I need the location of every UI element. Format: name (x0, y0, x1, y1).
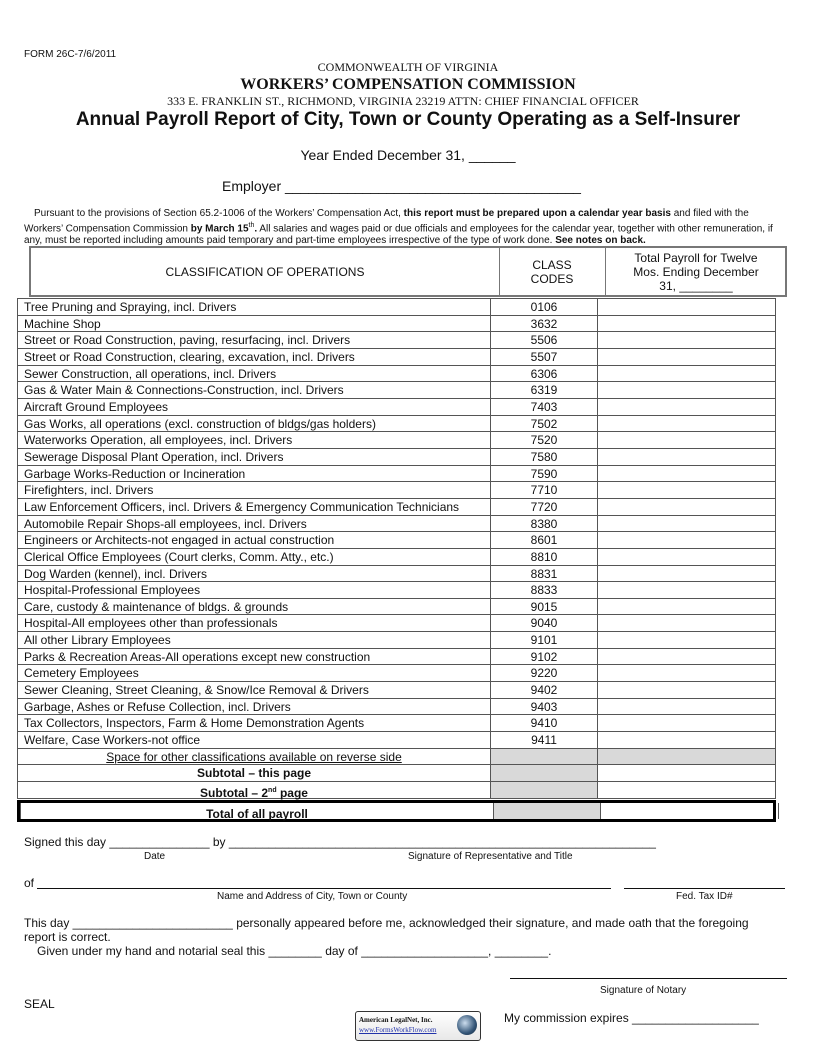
payroll-input-cell[interactable] (597, 449, 776, 465)
table-row (17, 366, 776, 383)
class-code-cell: 7710 (490, 482, 597, 498)
class-code-cell: 7403 (490, 399, 597, 415)
payroll-input-cell[interactable] (597, 732, 776, 748)
table-row (17, 332, 776, 349)
subtotal-this-page-row-label: Subtotal – this page (17, 765, 490, 781)
table-row (17, 466, 776, 483)
classification-cell: Cemetery Employees (17, 665, 490, 681)
subtotal-2nd-page-row-label (17, 782, 490, 801)
payroll-input-cell[interactable] (597, 432, 776, 448)
classification-cell: Sewer Cleaning, Street Cleaning, & Snow/Ice Removal & Drivers (17, 682, 490, 698)
classification-table (17, 298, 776, 822)
classification-cell: Dog Warden (kennel), incl. Drivers (17, 566, 490, 582)
table-row (17, 682, 776, 699)
classification-cell: Gas & Water Main & Connections-Construction, incl. Drivers (17, 382, 490, 398)
instructions (24, 208, 784, 247)
text: Pursuant to the provisions of Section 65.2-1006 of the Workers’ Compensation Act, (34, 208, 404, 219)
classification-cell: Garbage, Ashes or Refuse Collection, incl. Drivers (17, 699, 490, 715)
classification-cell: Law Enforcement Officers, incl. Drivers & Emergency Communication Technicians (17, 499, 490, 515)
table-row (17, 632, 776, 649)
class-code-cell: 9411 (490, 732, 597, 748)
class-code-cell: 9220 (490, 665, 597, 681)
class-code-cell: 9403 (490, 699, 597, 715)
table-header (29, 246, 787, 297)
table-row (17, 699, 776, 716)
table-row (17, 399, 776, 416)
table-row (17, 482, 776, 499)
commission-expires-line[interactable]: My commission expires ___________________ (504, 1011, 759, 1025)
payroll-input-cell[interactable] (597, 615, 776, 631)
class-code-cell (493, 803, 600, 819)
table-row (17, 382, 776, 399)
class-code-cell (490, 782, 597, 798)
notary-label: Signature of Notary (600, 985, 687, 996)
payroll-input-cell[interactable] (597, 516, 776, 532)
class-code-cell: 5507 (490, 349, 597, 365)
year-ended-field[interactable]: Year Ended December 31, ______ (300, 147, 516, 163)
report-correct: report is correct. (24, 930, 111, 944)
classification-cell: Street or Road Construction, paving, resurfacing, incl. Drivers (17, 332, 490, 348)
page-title: Annual Payroll Report of City, Town or County Operating as a Self-Insurer (75, 109, 741, 130)
payroll-input-cell[interactable] (597, 316, 776, 332)
classification-cell: Aircraft Ground Employees (17, 399, 490, 415)
table-row (17, 715, 776, 732)
classification-cell: Machine Shop (17, 316, 490, 332)
total-payroll-row-label: Total of all payroll (20, 803, 493, 819)
classification-cell: Hospital-Professional Employees (17, 582, 490, 598)
text: and filed with the Workers’ Compensation Commission (24, 208, 749, 235)
total-payroll-row (17, 800, 776, 822)
table-row (17, 516, 776, 533)
classification-cell: Gas Works, all operations (excl. construction of bldgs/gas holders) (17, 416, 490, 432)
class-code-cell: 8601 (490, 532, 597, 548)
classification-cell: Sewerage Disposal Plant Operation, incl. Drivers (17, 449, 490, 465)
text: page (276, 786, 308, 801)
tax-id-line[interactable] (624, 888, 785, 889)
payroll-input-cell[interactable] (597, 482, 776, 498)
class-code-cell: 8380 (490, 516, 597, 532)
classification-cell: Tree Pruning and Spraying, incl. Drivers (17, 299, 490, 315)
payroll-input-cell[interactable] (597, 416, 776, 432)
payroll-input-cell[interactable] (597, 382, 776, 398)
globe-icon (457, 1015, 477, 1035)
date-label: Date (144, 851, 166, 862)
class-code-cell: 8810 (490, 549, 597, 565)
logo-url[interactable]: www.FormsWorkFlow.com (359, 1026, 437, 1034)
rep-label: Signature of Representative and Title (408, 851, 573, 862)
classification-cell: Street or Road Construction, clearing, excavation, incl. Drivers (17, 349, 490, 365)
payroll-input-cell[interactable] (597, 549, 776, 565)
text: th (248, 222, 255, 229)
table-row (17, 582, 776, 599)
class-code-cell: 9040 (490, 615, 597, 631)
classification-cell: All other Library Employees (17, 632, 490, 648)
class-code-cell: 5506 (490, 332, 597, 348)
classification-cell: Parks & Recreation Areas-All operations except new construction (17, 649, 490, 665)
text: Subtotal – 2 (200, 786, 269, 801)
classification-cell: Automobile Repair Shops-all employees, incl. Drivers (17, 516, 490, 532)
class-code-cell: 8831 (490, 566, 597, 582)
american-legalnet-logo (355, 1011, 481, 1041)
payroll-input-cell[interactable] (597, 782, 776, 798)
class-code-cell: 9402 (490, 682, 597, 698)
class-code-cell: 9102 (490, 649, 597, 665)
class-code-cell: 3632 (490, 316, 597, 332)
subtotal-this-page-row (17, 765, 776, 782)
address-line: 333 E. FRANKLIN ST., RICHMOND, VIRGINIA 23219 ATTN: CHIEF FINANCIAL OFFICER (167, 94, 639, 108)
table-row (17, 549, 776, 566)
class-code-cell (490, 765, 597, 781)
space-note-row-label: Space for other classifications available on reverse side (17, 749, 490, 765)
table-row (17, 416, 776, 433)
class-code-cell: 6306 (490, 366, 597, 382)
payroll-input-cell[interactable] (597, 582, 776, 598)
classification-cell: Clerical Office Employees (Court clerks, Comm. Atty., etc.) (17, 549, 490, 565)
class-code-cell: 9410 (490, 715, 597, 731)
table-row (17, 499, 776, 516)
payroll-input-cell (597, 749, 776, 765)
classification-cell: Firefighters, incl. Drivers (17, 482, 490, 498)
text: by March 15 (190, 223, 249, 235)
employer-field[interactable]: Employer ______________________________________ (222, 178, 581, 194)
class-code-cell: 7590 (490, 466, 597, 482)
table-row (17, 349, 776, 366)
space-note-row (17, 749, 776, 766)
payroll-input-cell[interactable] (597, 765, 776, 781)
payroll-input-cell[interactable] (597, 366, 776, 382)
payroll-input-cell[interactable] (597, 399, 776, 415)
class-code-cell: 7720 (490, 499, 597, 515)
classification-cell: Care, custody & maintenance of bldgs. & grounds (17, 599, 490, 615)
payroll-input-cell[interactable] (597, 466, 776, 482)
classification-cell: Garbage Works-Reduction or Incineration (17, 466, 490, 482)
class-code-cell: 7580 (490, 449, 597, 465)
commonwealth-heading: COMMONWEALTH OF VIRGINIA (317, 60, 499, 74)
class-code-cell (490, 749, 597, 765)
payroll-input-cell[interactable] (597, 715, 776, 731)
table-row (17, 449, 776, 466)
classification-cell: Welfare, Case Workers-not office (17, 732, 490, 748)
notary-signature-line[interactable] (510, 978, 787, 979)
seal-label: SEAL (24, 997, 55, 1011)
payroll-input-cell[interactable] (597, 532, 776, 548)
table-row (17, 432, 776, 449)
name-address-line[interactable] (37, 888, 611, 889)
payroll-input-cell[interactable] (597, 632, 776, 648)
classification-cell: Waterworks Operation, all employees, incl. Drivers (17, 432, 490, 448)
commission-heading: WORKERS’ COMPENSATION COMMISSION (240, 76, 576, 93)
tax-id-label: Fed. Tax ID# (676, 891, 733, 902)
logo-name: American LegalNet, Inc. (359, 1016, 433, 1024)
table-row (17, 649, 776, 666)
text: All salaries and wages paid or due officials and employees for the calendar year, together with other remuneration, if any, must be reported including amounts paid temporary and part-time employees irrespective of the type of work done. (24, 223, 773, 247)
table-row (17, 599, 776, 616)
payroll-input-cell[interactable] (597, 599, 776, 615)
classification-cell: Tax Collectors, Inspectors, Farm & Home Demonstration Agents (17, 715, 490, 731)
header-class-codes: CLASS CODES (499, 248, 606, 295)
signed-line[interactable]: Signed this day _______________ by ________________________________________________________________ (24, 835, 656, 849)
table-row (17, 665, 776, 682)
of-label: of (24, 876, 35, 890)
form-id: FORM 26C-7/6/2011 (24, 49, 117, 60)
class-code-cell: 0106 (490, 299, 597, 315)
table-row (17, 566, 776, 583)
class-code-cell: 7502 (490, 416, 597, 432)
subtotal-2nd-page-row (17, 782, 776, 799)
classification-cell: Sewer Construction, all operations, incl. Drivers (17, 366, 490, 382)
table-row (17, 732, 776, 749)
class-code-cell: 9101 (490, 632, 597, 648)
payroll-input-cell[interactable] (597, 682, 776, 698)
header-total-payroll: Total Payroll for Twelve Mos. Ending December 31, ________ (633, 250, 759, 293)
text: nd (268, 787, 277, 795)
classification-cell: Engineers or Architects-not engaged in actual construction (17, 532, 490, 548)
payroll-input-cell[interactable] (597, 499, 776, 515)
payroll-input-cell[interactable] (597, 332, 776, 348)
payroll-input-cell[interactable] (597, 665, 776, 681)
text: this report must be prepared upon a calendar year basis (403, 208, 671, 219)
notarial-seal-line[interactable]: Given under my hand and notarial seal this ________ day of ___________________, ________. (37, 944, 552, 958)
header-classification: CLASSIFICATION OF OPERATIONS (31, 248, 500, 295)
classification-cell: Hospital-All employees other than professionals (17, 615, 490, 631)
table-row (17, 532, 776, 549)
class-code-cell: 9015 (490, 599, 597, 615)
payroll-input-cell[interactable] (600, 803, 779, 819)
class-code-cell: 6319 (490, 382, 597, 398)
payroll-input-cell[interactable] (597, 349, 776, 365)
table-row (17, 316, 776, 333)
this-day-line[interactable]: This day ________________________ personally appeared before me, acknowledged their signature, and made oath that the foregoing (24, 916, 749, 930)
table-row (17, 299, 776, 316)
class-code-cell: 8833 (490, 582, 597, 598)
name-address-label: Name and Address of City, Town or County (217, 891, 408, 902)
payroll-input-cell[interactable] (597, 699, 776, 715)
payroll-input-cell[interactable] (597, 299, 776, 315)
payroll-input-cell[interactable] (597, 566, 776, 582)
payroll-input-cell[interactable] (597, 649, 776, 665)
class-code-cell: 7520 (490, 432, 597, 448)
text: See notes on back. (555, 235, 646, 247)
table-row (17, 615, 776, 632)
text: . (254, 223, 258, 235)
